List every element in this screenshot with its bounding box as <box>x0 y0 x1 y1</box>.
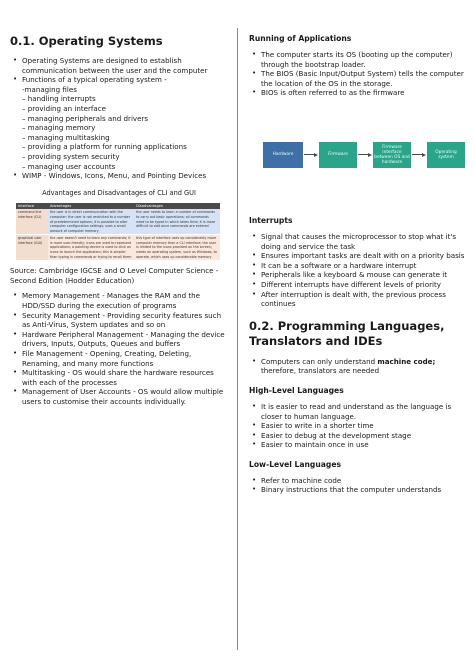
list-item: • Peripherals like a keyboard & mouse can generate it <box>261 270 467 280</box>
section-title-operating-systems: 0.1. Operating Systems <box>10 34 163 48</box>
table-cell: the user needs to learn a number of commands to carry out basic operations; all commands need to be typed in which takes time; it is more difficult to edit once commands are entered <box>134 209 220 234</box>
table-cell: command line interface (CLI) <box>16 209 48 234</box>
list-item: • It is easier to read and understand as the language is closer to human language. <box>261 402 467 421</box>
table-row <box>16 235 220 261</box>
left-column <box>10 34 228 407</box>
list-item: • Ensures important tasks are dealt with on a priority basis <box>261 251 467 261</box>
functions-sublist <box>22 85 228 171</box>
function-item: – managing user accounts <box>22 161 116 171</box>
list-item: • It can be a software or a hardware interrupt <box>261 261 467 271</box>
table-cell: the user is in direct communication with the computer; the user is not restricted to a number of predetermined options; it is possible to alter computer configuration settings; uses a small amount of computer memory <box>48 209 134 234</box>
hll-list <box>249 402 467 450</box>
list-item: • Easier to maintain once in use <box>261 440 467 450</box>
column-divider <box>237 28 238 650</box>
list-item: • Easier to debug at the development stage <box>261 431 467 441</box>
right-column <box>249 34 467 495</box>
heading-high-level-languages: High-Level Languages <box>249 385 344 395</box>
os-functions-list <box>10 291 228 406</box>
list-item: • After interruption is dealt with, the previous process continues <box>261 290 467 309</box>
list-item: • Memory Management - Manages the RAM and the HDD/SSD during the execution of programs <box>22 291 228 310</box>
table-cell: the user doesn't need to learn any commands; it is more user-friendly; icons are used to represent applications; a pointing device is used to click on icons to launch the application; this is simpler than typing in commands or trying to recall them <box>48 235 134 261</box>
flow-box-operating-system: Operating system <box>427 142 465 168</box>
flow-box-interface: Firmware interface between OS and hardware <box>373 142 411 168</box>
list-item <box>261 357 467 376</box>
arrow-icon <box>304 153 318 157</box>
list-item: • Binary instructions that the computer understands <box>261 485 467 495</box>
table-row <box>16 209 220 234</box>
list-item: • The computer starts its OS (booting up the computer) through the bootstrap loader. <box>261 50 467 69</box>
function-item: – providing a platform for running applications <box>22 142 187 152</box>
os-intro-list <box>10 56 228 181</box>
list-item: • Management of User Accounts - OS would allow multiple users to customise their accounts individually. <box>22 387 228 406</box>
function-item: -managing files <box>22 84 77 94</box>
table-header: Advantages <box>48 203 134 210</box>
function-item: – managing memory <box>22 123 96 133</box>
machine-code-emphasis: machine code; <box>377 356 436 366</box>
table-header-row <box>16 203 220 210</box>
table-caption: Advantages and Disadvantages of CLI and GUI <box>42 188 196 197</box>
function-item: – managing multitasking <box>22 132 110 142</box>
text-segment: therefore, translators are needed <box>261 366 380 376</box>
running-list <box>249 50 467 98</box>
function-item: – handling interrupts <box>22 94 96 104</box>
cli-gui-table <box>16 203 220 262</box>
list-item: • BIOS is often referred to as the firmware <box>261 88 467 98</box>
function-item: – providing an interface <box>22 103 107 113</box>
list-item: • Refer to machine code <box>261 476 467 486</box>
table-cell: this type of interface uses up considerably more computer memory than a CLI interface; the user is limited to the icons provided on the screen; needs an operating system, such as Windows, to operate, which uses up considerable memory <box>134 235 220 261</box>
table-header: Interface <box>16 203 48 210</box>
heading-low-level-languages: Low-Level Languages <box>249 459 342 469</box>
list-item: • WIMP - Windows, Icons, Menu, and Pointing Devices <box>22 171 228 181</box>
list-item <box>22 75 228 171</box>
list-item: • Security Management - Providing security features such as Anti-Virus, System updates and so on <box>22 311 228 330</box>
lll-list <box>249 476 467 495</box>
function-item: – managing peripherals and drivers <box>22 113 149 123</box>
arrow-icon <box>412 153 426 157</box>
arrow-icon <box>358 153 372 157</box>
heading-running-applications: Running of Applications <box>249 34 352 43</box>
list-item: • Different interrupts have different levels of priority <box>261 280 467 290</box>
list-item: • Operating Systems are designed to establish communication between the user and the computer <box>22 56 228 75</box>
heading-interrupts: Interrupts <box>249 215 293 225</box>
list-item: • The BIOS (Basic Input/Output System) tells the computer the location of the OS in the storage. <box>261 69 467 88</box>
list-item: • Signal that causes the microprocessor to stop what it's doing and service the task <box>261 232 467 251</box>
list-item: • Hardware Peripheral Management - Managing the device drivers, Inputs, Outputs, Queues and buffers <box>22 330 228 349</box>
section-title-programming-languages: 0.2. Programming Languages, Translators and IDEs <box>249 318 445 348</box>
list-item: • Easier to write in a shorter time <box>261 421 467 431</box>
source-citation: Source: Cambridge IGCSE and O Level Computer Science - Second Edition (Hodder Education) <box>10 266 219 285</box>
table-cell: graphical user interface (GUI) <box>16 235 48 261</box>
list-item: • Multitasking - OS would share the hardware resources with each of the processes <box>22 368 228 387</box>
flow-box-hardware: Hardware <box>263 142 303 168</box>
text-segment: Computers can only understand <box>261 356 378 366</box>
table-header: Disadvantages <box>134 203 220 210</box>
list-item: • File Management - Opening, Creating, Deleting, Renaming, and many more functions <box>22 349 228 368</box>
boot-flow-diagram <box>263 126 467 186</box>
flow-box-firmware: Firmware <box>319 142 357 168</box>
function-item: – providing system security <box>22 151 120 161</box>
interrupts-list <box>249 232 467 309</box>
list-item-text: Functions of a typical operating system - <box>22 75 167 85</box>
pl-intro-list <box>249 357 467 376</box>
